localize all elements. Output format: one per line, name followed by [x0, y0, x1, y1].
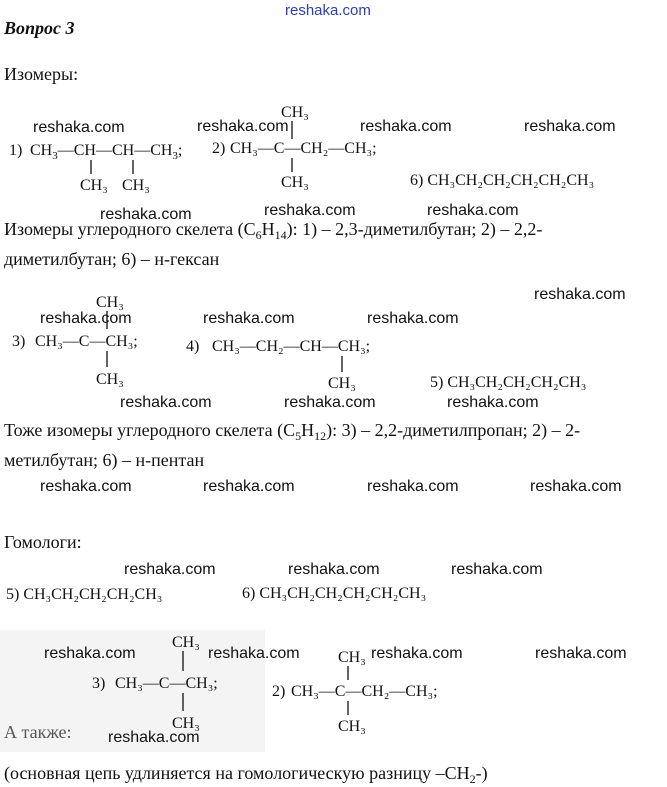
homolog-formula-6: 6) CH₃CH₂CH₂CH₂CH₂CH₃	[242, 585, 427, 602]
also-label: А также:	[4, 722, 72, 742]
homolog-struct2-top: CH₃	[338, 649, 366, 666]
watermark[interactable]: reshaka.com	[44, 645, 136, 662]
watermark[interactable]: reshaka.com	[371, 645, 463, 662]
struct3-top: CH₃	[96, 294, 124, 311]
watermark[interactable]: reshaka.com	[367, 310, 459, 327]
homolog-struct2-label: 2)	[272, 683, 286, 700]
struct6-formula: 6) CH₃CH₂CH₂CH₂CH₂CH₃	[410, 172, 595, 189]
struct1-main: $CH_3—CH—CH—CH_3$;	[30, 142, 183, 162]
homolog-struct2-bottom: CH₃	[338, 718, 366, 735]
watermark[interactable]: reshaka.com	[288, 561, 380, 578]
struct4-main: CH₃—CH₂—CH—CH₃;	[212, 338, 371, 355]
struct2-bottom: CH₃	[281, 174, 309, 191]
watermark[interactable]: reshaka.com	[208, 645, 300, 662]
watermark[interactable]: reshaka.com	[120, 394, 212, 411]
watermark[interactable]: reshaka.com	[197, 118, 289, 135]
struct4-label: 4)	[186, 338, 200, 355]
watermark[interactable]: reshaka.com	[427, 202, 519, 219]
homolog-struct3-top: CH₃	[172, 634, 200, 651]
paragraph-c5-line1: Тоже изомеры углеродного скелета $(C_5H_{12})$: 3) – 2,2-диметилпропан; 2) – 2-	[4, 420, 581, 443]
paragraph-c5-line2: метилбутан; 6) – н-пентан	[4, 450, 205, 470]
watermark[interactable]: reshaka.com	[33, 119, 125, 136]
watermark[interactable]: reshaka.com	[40, 478, 132, 495]
struct1-label: 1)	[9, 142, 23, 159]
homolog-struct3-bottom: CH₃	[172, 715, 200, 732]
watermark[interactable]: reshaka.com	[535, 645, 627, 662]
struct2-label: 2)	[212, 140, 226, 157]
watermark[interactable]: reshaka.com	[264, 202, 356, 219]
struct3-label: 3)	[12, 333, 26, 350]
homolog-formula-5: 5) CH₃CH₂CH₂CH₂CH₃	[6, 586, 163, 603]
question-title: Вопрос 3	[4, 18, 75, 38]
watermark[interactable]: reshaka.com	[284, 394, 376, 411]
struct5-formula: 5) CH₃CH₂CH₂CH₂CH₃	[430, 374, 587, 391]
watermark[interactable]: reshaka.com	[360, 118, 452, 135]
watermark[interactable]: reshaka.com	[100, 206, 192, 223]
watermark[interactable]: reshaka.com	[530, 478, 622, 495]
watermark[interactable]: reshaka.com	[524, 118, 616, 135]
struct3-bottom: CH₃	[96, 371, 124, 388]
watermark[interactable]: reshaka.com	[124, 561, 216, 578]
watermark[interactable]: reshaka.com	[451, 561, 543, 578]
struct1-sub1: CH₃	[80, 177, 108, 194]
watermark[interactable]: reshaka.com	[40, 310, 132, 327]
watermark[interactable]: reshaka.com	[108, 729, 200, 746]
watermark[interactable]: reshaka.com	[203, 478, 295, 495]
struct2-top: CH₃	[281, 104, 309, 121]
watermark[interactable]: reshaka.com	[447, 394, 539, 411]
watermark[interactable]: reshaka.com	[367, 478, 459, 495]
struct2-main: CH₃—C—CH₂—CH₃;	[230, 140, 377, 157]
section-homologs-label: Гомологи:	[4, 532, 82, 552]
section-isomers-label: Изомеры:	[4, 64, 79, 84]
homolog-struct2-main: CH₃—C—CH₂—CH₃;	[291, 683, 438, 700]
watermark[interactable]: reshaka.com	[203, 310, 295, 327]
struct3-main: CH₃—C—CH₃;	[35, 333, 138, 350]
watermark[interactable]: reshaka.com	[534, 286, 626, 303]
homolog-struct3-label: 3)	[92, 675, 106, 692]
paragraph-c6-line2: диметилбутан; 6) – н-гексан	[4, 249, 220, 269]
struct1-sub2: CH₃	[122, 177, 150, 194]
homolog-struct3-main: CH₃—C—CH₃;	[115, 675, 218, 692]
paragraph-c6-line1: Изомеры углеродного скелета $(C_6H_{14})$: 1) – 2,3-диметилбутан; 2) – 2,2-	[4, 219, 543, 242]
watermark-top[interactable]: reshaka.com	[285, 2, 371, 19]
footnote: (основная цепь удлиняется на гомологическую разницу $-CH_2-$)	[4, 763, 488, 786]
struct4-bottom: CH₃	[328, 375, 356, 392]
